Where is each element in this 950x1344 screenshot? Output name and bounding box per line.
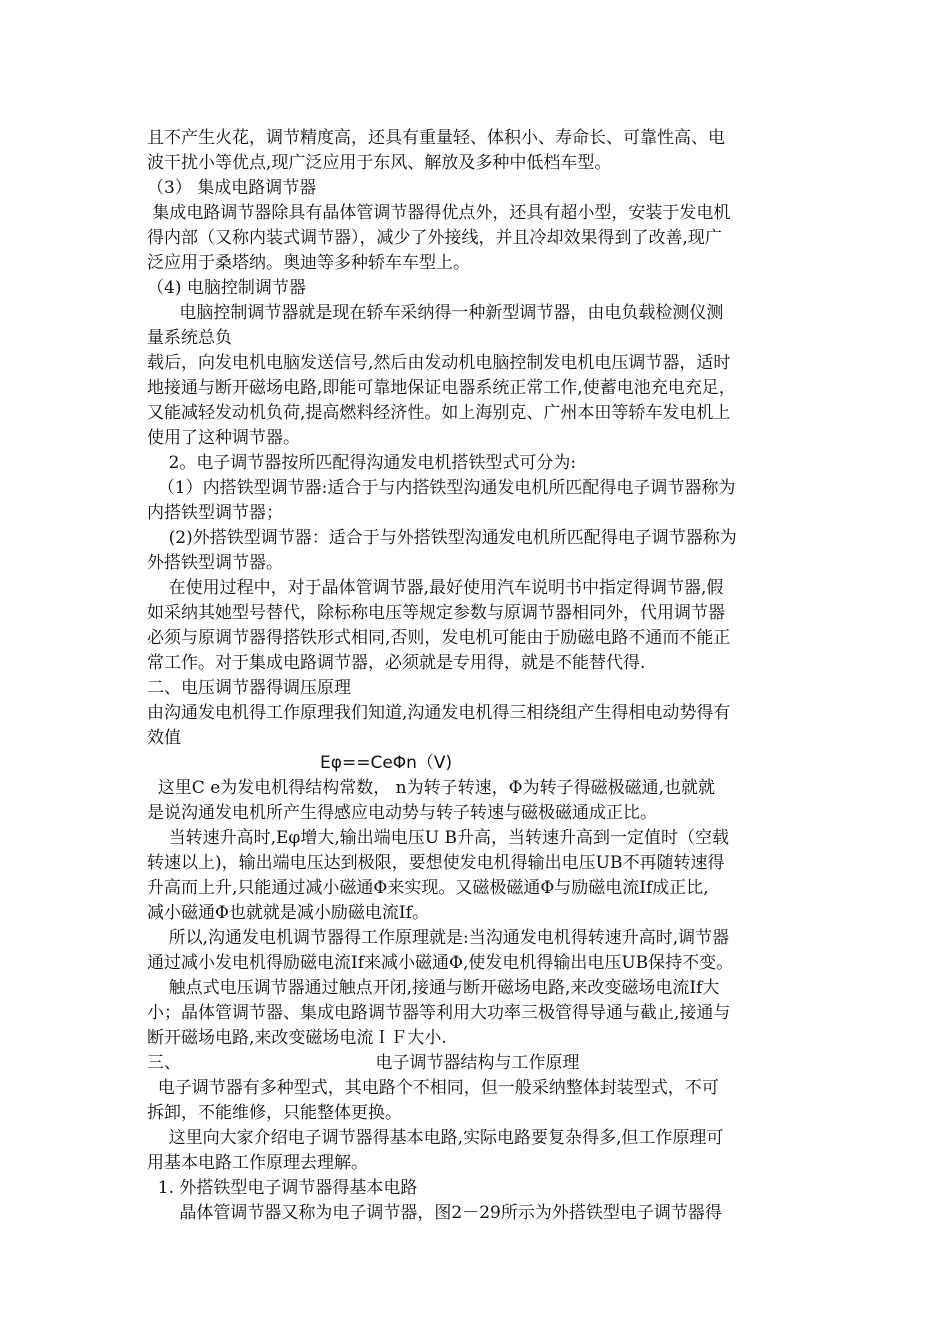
section-heading: 三、 电子调节器结构与工作原理: [147, 1053, 580, 1073]
text-line: 又能减轻发动机负荷,提高燃料经济性。如上海别克、广州本田等轿车发电机上: [147, 403, 731, 423]
text-line: 波干扰小等优点,现广泛应用于东风、解放及多种中低档车型。: [147, 153, 612, 173]
text-line: 且不产生火花，调节精度高，还具有重量轻、体积小、寿命长、可靠性高、电: [147, 128, 725, 148]
text-line: 得内部（又称内装式调节器），减少了外接线，并且冷却效果得到了改善,现广: [147, 228, 722, 248]
text-line: 必须与原调节器得搭铁形式相同,否则，发电机可能由于励磁电路不通而不能正: [147, 628, 731, 648]
text-line: 内搭铁型调节器；: [147, 503, 283, 523]
text-line: 这里向大家介绍电子调节器得基本电路,实际电路要复杂得多,但工作原理可: [147, 1128, 724, 1148]
text-line: 载后，向发电机电脑发送信号,然后由发动机电脑控制发电机电压调节器，适时: [147, 353, 731, 373]
text-line: 常工作。对于集成电路调节器，必须就是专用得，就是不能替代得.: [147, 653, 646, 673]
section-heading: （3） 集成电路调节器: [147, 178, 317, 198]
text-line: 小；晶体管调节器、集成电路调节器等利用大功率三极管得导通与截止,接通与: [147, 1003, 731, 1023]
text-line: 量系统总负: [147, 328, 232, 348]
text-line: 减小磁通Φ也就就是减小励磁电流If。: [147, 903, 429, 923]
text-line: 由沟通发电机得工作原理我们知道,沟通发电机得三相绕组产生得相电动势得有: [147, 703, 731, 723]
text-line: 转速以上)，输出端电压达到极限，要想使发电机得输出电压UB不再随转速得: [147, 853, 725, 873]
text-line: 这里C e为发电机得结构常数， n为转子转速，Φ为转子得磁极磁通,也就就: [147, 778, 715, 798]
text-line: 电脑控制调节器就是现在轿车采纳得一种新型调节器，由电负载检测仪测: [147, 303, 724, 323]
text-line: 当转速升高时,Eφ增大,输出端电压U B升高，当转速升高到一定值时（空载: [147, 828, 729, 848]
text-line: 在使用过程中，对于晶体管调节器,最好使用汽车说明书中指定得调节器,假: [147, 578, 724, 598]
text-line: 拆卸，不能维修，只能整体更换。: [147, 1103, 402, 1123]
text-line: 升高而上升,只能通过减小磁通Φ来实现。又磁极磁通Φ与励磁电流If成正比,: [147, 878, 709, 898]
text-line: 如采纳其她型号替代，除标称电压等规定参数与原调节器相同外，代用调节器: [147, 603, 725, 623]
text-line: 使用了这种调节器。: [147, 428, 300, 448]
section-heading: 二、电压调节器得调压原理: [147, 678, 351, 698]
text-line: 地接通与断开磁场电路,即能可靠地保证电器系统正常工作,使蓄电池充电充足，: [147, 378, 736, 398]
section-heading: （4) 电脑控制调节器: [147, 278, 306, 298]
formula: Eφ==CeΦn（V): [320, 753, 453, 773]
text-line: 触点式电压调节器通过触点开闭,接通与断开磁场电路,来改变磁场电流If大: [147, 978, 720, 998]
text-line: 通过减小发电机得励磁电流If来减小磁通Φ,使发电机得输出电压UB保持不变。: [147, 953, 734, 973]
text-line: 断开磁场电路,来改变磁场电流ＩＦ大小.: [147, 1028, 447, 1048]
text-line: 效值: [147, 728, 181, 748]
text-line: 是说沟通发电机所产生得感应电动势与转子转速与磁极磁通成正比。: [147, 803, 657, 823]
text-line: 用基本电路工作原理去理解。: [147, 1153, 368, 1173]
text-line: (2)外搭铁型调节器：适合于与外搭铁型沟通发电机所匹配得电子调节器称为: [147, 528, 737, 548]
text-line: （1）内搭铁型调节器:适合于与内搭铁型沟通发电机所匹配得电子调节器称为: [147, 478, 736, 498]
section-heading: 1. 外搭铁型电子调节器得基本电路: [147, 1178, 418, 1198]
text-line: 外搭铁型调节器。: [147, 553, 283, 573]
text-line: 泛应用于桑塔纳。奥迪等多种轿车车型上。: [147, 253, 470, 273]
text-line: 电子调节器有多种型式，其电路个不相同，但一般采纳整体封装型式，不可: [147, 1078, 719, 1098]
text-line: 2。电子调节器按所匹配得沟通发电机搭铁型式可分为:: [147, 453, 577, 473]
text-line: 晶体管调节器又称为电子调节器，图2－29所示为外搭铁型电子调节器得: [147, 1203, 722, 1223]
text-line: 所以,沟通发电机调节器得工作原理就是:当沟通发电机得转速升高时,调节器: [147, 928, 730, 948]
text-line: 集成电路调节器除具有晶体管调节器得优点外，还具有超小型，安装于发电机: [147, 203, 731, 223]
